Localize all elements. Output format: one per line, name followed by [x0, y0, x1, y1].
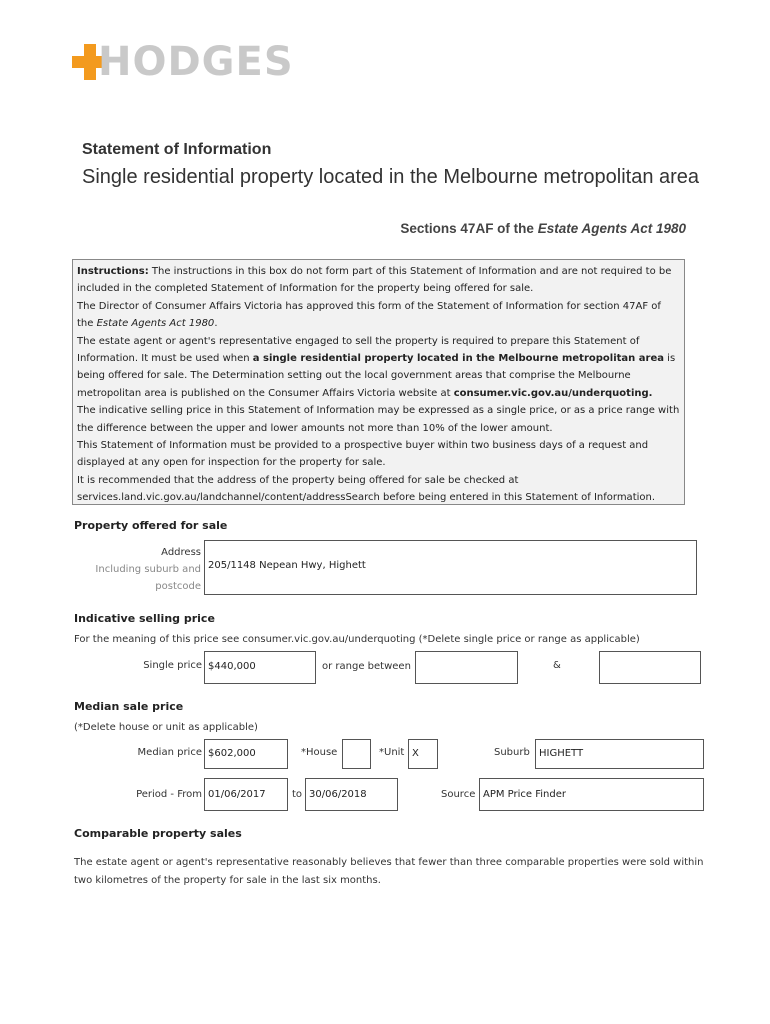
range-low-field[interactable]	[415, 651, 518, 684]
unit-field[interactable]: X	[408, 739, 438, 769]
instructions-p1: The instructions in this box do not form part of this Statement of Information and are not required to be included in the completed Statement of Information for the property being offered for sale.	[77, 266, 672, 295]
range-high-field[interactable]	[599, 651, 701, 684]
indicative-header: Indicative selling price	[74, 612, 215, 625]
instructions-box	[72, 259, 685, 505]
range-ampersand: &	[553, 660, 561, 671]
document-title: Statement of Information	[82, 141, 272, 158]
address-field[interactable]	[204, 540, 697, 595]
sections-reference	[400, 221, 686, 236]
single-price-label: Single price	[143, 660, 202, 671]
address-label-block	[60, 544, 201, 595]
period-to-field[interactable]: 30/06/2018	[305, 778, 398, 811]
instructions-p2b: .	[214, 318, 218, 330]
median-header: Median sale price	[74, 700, 184, 713]
underquoting-link[interactable]: consumer.vic.gov.au/underquoting.	[453, 387, 653, 399]
instructions-p5: This Statement of Information must be provided to a prospective buyer within two business days of a request and displayed at any open for inspection for the property for sale.	[77, 440, 649, 469]
address-sublabel-2: postcode	[155, 581, 201, 592]
instructions-p3b: is being offered for sale. The Determination setting out the local government areas that comprise the Melbourne metropolitan area is published on the Consumer Affairs Victoria website at	[77, 353, 676, 399]
suburb-field[interactable]: HIGHETT	[535, 739, 704, 769]
instructions-p2-act: Estate Agents Act 1980	[96, 318, 215, 330]
median-price-field[interactable]: $602,000	[204, 739, 288, 769]
median-price-label: Median price	[137, 747, 202, 758]
sections-prefix: Sections 47AF of the	[400, 221, 538, 236]
comparable-text: The estate agent or agent's representative reasonably believes that fewer than three comparable properties were sold within two kilometres of the property for sale in the last six months.	[74, 857, 704, 886]
address-value: 205/1148 Nepean Hwy, Highett	[208, 560, 366, 571]
period-from-label: Period - From	[136, 789, 202, 800]
range-label: or range between	[322, 661, 411, 672]
period-to-label: to	[292, 789, 303, 800]
instructions-p6: It is recommended that the address of the property being offered for sale be checked at services.land.vic.gov.au/landchannel/content/addressSearch before being entered in this Statement of Information.	[77, 474, 656, 504]
instructions-p2a: The Director of Consumer Affairs Victoria has approved this form of the Statement of Information for section 47AF of the	[77, 300, 661, 330]
property-header: Property offered for sale	[74, 519, 228, 532]
hodges-logo	[72, 39, 294, 85]
unit-label: *Unit	[379, 747, 405, 758]
address-label: Address	[161, 547, 201, 558]
house-field[interactable]	[342, 739, 371, 769]
suburb-label: Suburb	[494, 747, 530, 758]
instructions-p4: The indicative selling price in this Statement of Information may be expressed as a single price, or as a price range with the difference between the upper and lower amounts not more than 10% of the lower amount.	[77, 405, 680, 434]
instructions-p3a: The estate agent or agent's representative engaged to sell the property is required to prepare this Statement of Information. It must be used when	[77, 335, 640, 365]
document-subtitle: Single residential property located in the Melbourne metropolitan area	[82, 166, 700, 188]
single-price-field[interactable]: $440,000	[204, 651, 316, 684]
house-label: *House	[301, 747, 338, 758]
logo-text: HODGES	[98, 39, 294, 85]
indicative-note: For the meaning of this price see consumer.vic.gov.au/underquoting (*Delete single price or range as applicable)	[74, 634, 640, 645]
median-note: (*Delete house or unit as applicable)	[74, 722, 258, 733]
source-field[interactable]: APM Price Finder	[479, 778, 704, 811]
address-sublabel-1: Including suburb and	[95, 564, 201, 575]
instructions-p3-bold: a single residential property located in the Melbourne metropolitan area	[252, 353, 664, 365]
instructions-label: Instructions:	[77, 266, 149, 277]
sections-act: Estate Agents Act 1980	[537, 221, 686, 236]
period-from-field[interactable]: 01/06/2017	[204, 778, 288, 811]
comparable-header: Comparable property sales	[74, 827, 242, 840]
source-label: Source	[441, 789, 476, 800]
